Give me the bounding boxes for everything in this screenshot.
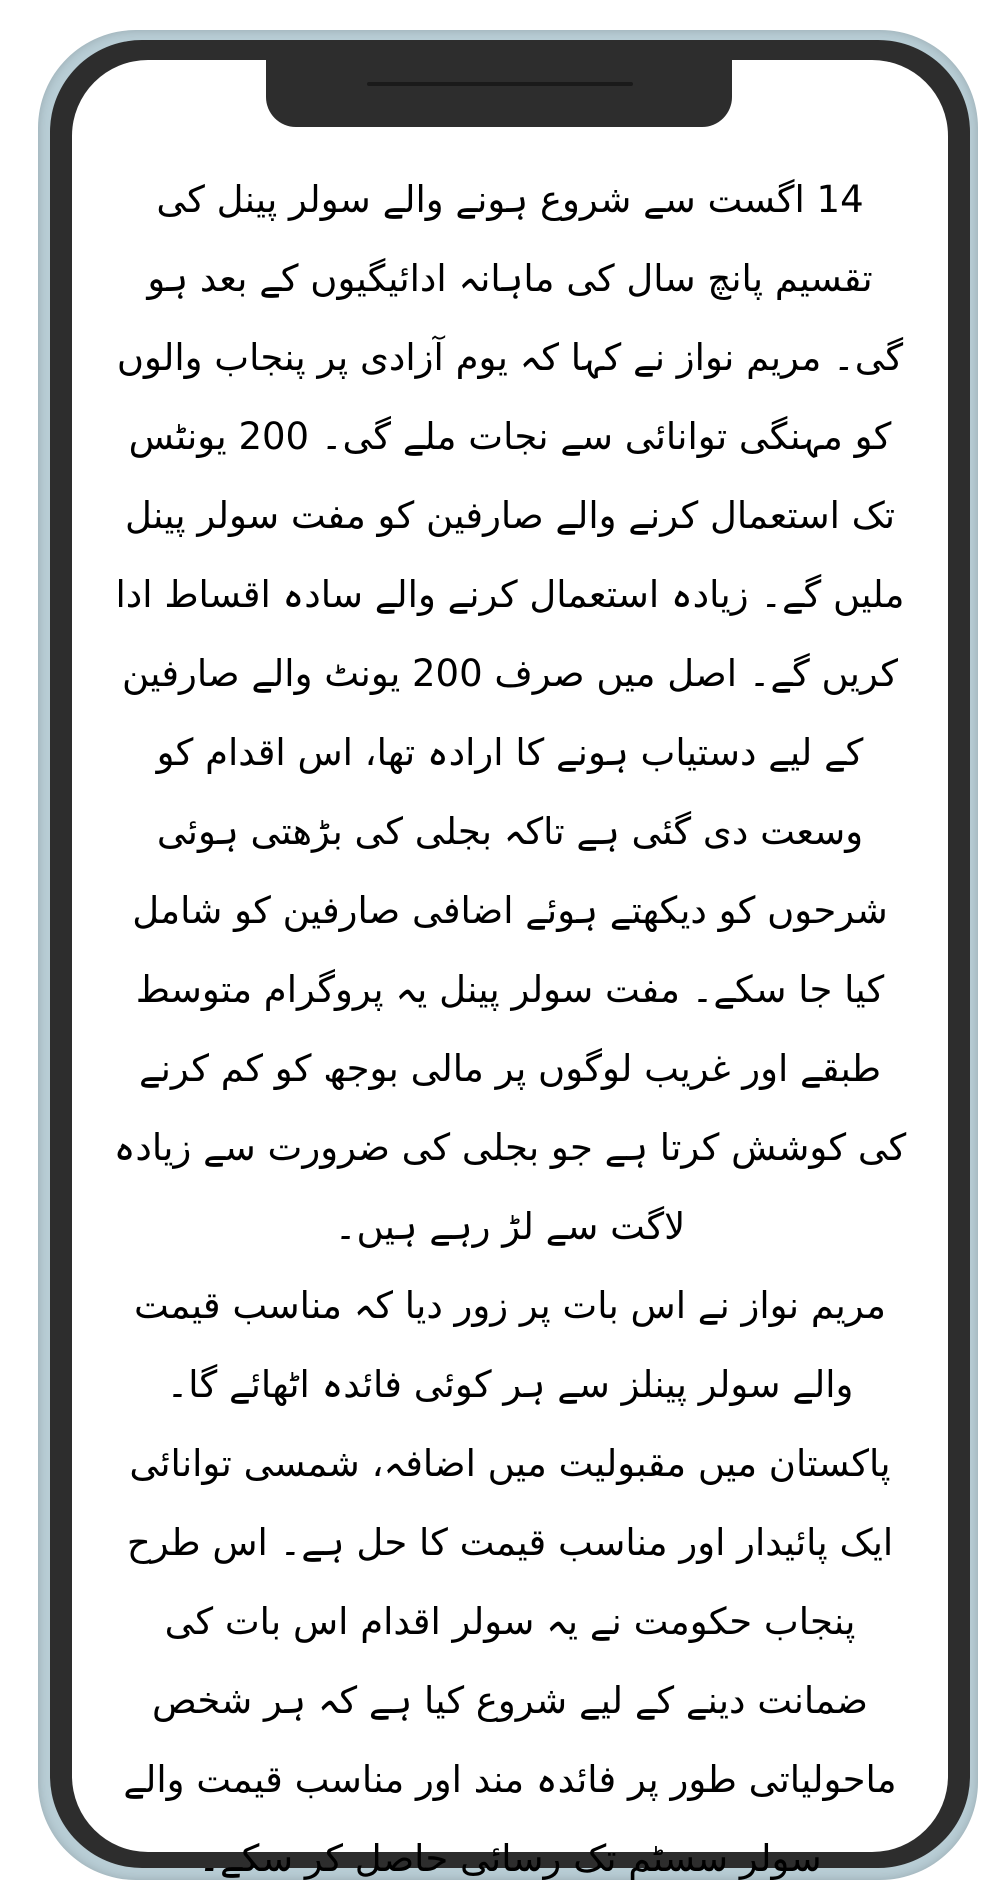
article-paragraph-1: 14 اگست سے شروع ہونے والے سولر پینل کی تقسیم پانچ سال کی ماہانہ ادائیگیوں کے بعد ہو گی۔ مریم نواز نے کہا کہ یوم آزادی پر پنجاب والوں کو مہنگی توانائی سے نجات ملے گی۔ 200 یونٹس تک استعمال کرنے والے صارفین کو مفت سولر پینل ملیں گے۔ زیادہ استعمال کرنے والے سادہ اقساط ادا کریں گے۔ اصل میں صرف 200 یونٹ والے صارفین کے لیے دستیاب ہونے کا ارادہ تھا، اس اقدام کو وسعت دی گئی ہے تاکہ بجلی کی بڑھتی ہوئی شرحوں کو دیکھتے ہوئے اضافی صارفین کو شامل کیا جا سکے۔ مفت سولر پینل یہ پروگرام متوسط طبقے اور غریب لوگوں پر مالی بوجھ کو کم کرنے کی کوشش کرتا ہے جو بجلی کی ضرورت سے زیادہ لاگت سے لڑ رہے ہیں۔ (113, 178, 907, 1248)
speaker-grille-icon (367, 82, 633, 86)
article-text (112, 160, 908, 1880)
article-paragraph-2: مریم نواز نے اس بات پر زور دیا کہ مناسب قیمت والے سولر پینلز سے ہر کوئی فائدہ اٹھائے گا۔ پاکستان میں مقبولیت میں اضافہ، شمسی توانائی ایک پائیدار اور مناسب قیمت کا حل ہے۔ اس طرح پنجاب حکومت نے یہ سولر اقدام اس بات کی ضمانت دینے کے لیے شروع کیا ہے کہ ہر شخص ماحولیاتی طور پر فائدہ مند اور مناسب قیمت والے سولر سسٹم تک رسائی حاصل کر سکے۔ (123, 1284, 897, 1880)
